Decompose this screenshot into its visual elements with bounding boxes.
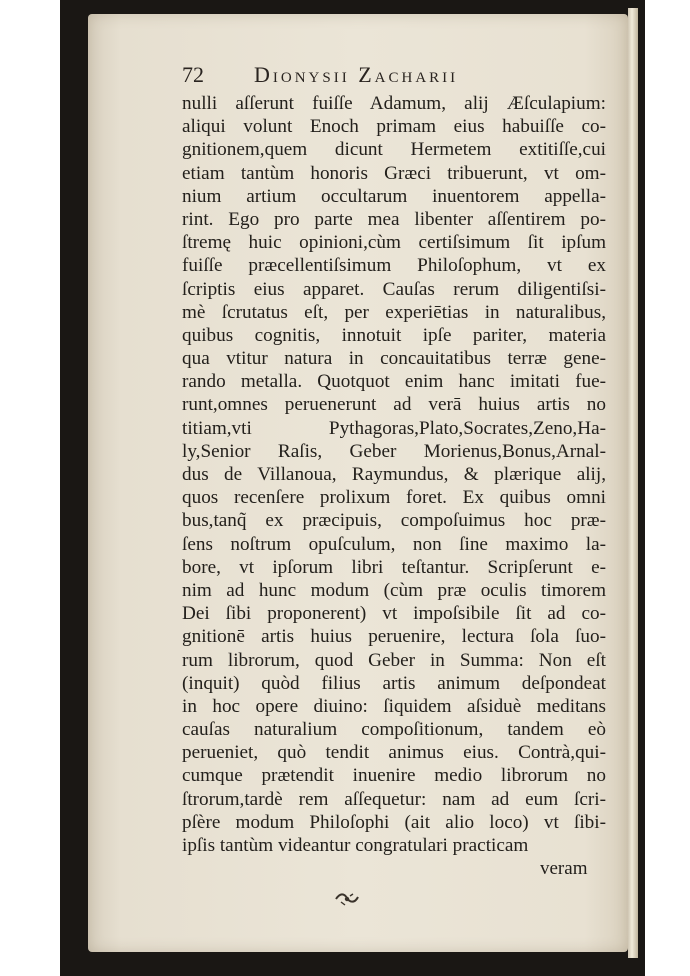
printer-ornament (332, 890, 362, 908)
text-line: bus,tanq̃ ex præcipuis, compoſuimus hoc præ- (182, 510, 606, 532)
text-line: titiam,vti Pythagoras,Plato,Socrates,Zeno,Ha- (182, 417, 606, 439)
running-head-title: Dionysii Zacharii (254, 62, 459, 87)
page-edge (628, 8, 638, 958)
text-line: mè ſcrutatus eſt, per experiētias in naturalibus, (182, 301, 606, 323)
text-line: dus de Villanoua, Raymundus, & plærique alij, (182, 464, 606, 485)
text-line: ſens noſtrum opuſculum, non ſine maximo la- (182, 533, 606, 555)
text-line: aliqui volunt Enoch primam eius habuiſſe co- (182, 116, 606, 138)
text-line: qua vtitur natura in concauitatibus terræ gene- (182, 348, 606, 370)
text-line: etiam tantùm honoris Græci tribuerunt, vt om- (182, 162, 606, 184)
text-line: cauſas naturalium compoſitionum, tandem eò (182, 719, 606, 741)
running-head (182, 62, 538, 92)
page-number: 72 (182, 62, 204, 87)
text-line: nium artium occultarum inuentorem appella- (182, 185, 606, 207)
text-line: runt,omnes peruenerunt ad verā huius artis no (182, 394, 606, 416)
text-line: ſtremę huic opinioni,cùm certiſsimum ſit ipſum (182, 232, 606, 254)
text-line: rint. Ego pro parte mea libenter aſſentirem po- (182, 208, 606, 230)
body-text (182, 92, 606, 857)
text-line: rando metalla. Quotquot enim hanc imitati fue- (182, 371, 606, 393)
text-line: ſcriptis eius apparet. Cauſas rerum diligentiſsi- (182, 278, 606, 300)
text-line: (inquit) quòd filius artis animum deſpondeat (182, 672, 606, 694)
text-line: perueniet, quò tendit animus eius. Contrà,qui- (182, 742, 606, 764)
text-line: in hoc opere diuino: ſiquidem aſsiduè meditans (182, 695, 606, 717)
text-line: quos recenſere prolixum foret. Ex quibus omni (182, 487, 606, 509)
text-line: cumque prætendit inuenire medio librorum no (182, 765, 606, 787)
text-line: quibus cognitis, innotuit ipſe pariter, materia (182, 324, 606, 346)
text-line: rum librorum, quod Geber in Summa: Non eſt (182, 649, 606, 671)
catchword: veram (540, 858, 588, 879)
text-line: nulli aſſerunt fuiſſe Adamum, alij Æſculapium: (182, 93, 606, 114)
text-line: gnitionem,quem dicunt Hermetem extitiſſe,cui (182, 139, 606, 161)
text-line: gnitionē artis huius peruenire, lectura ſola ſuo- (182, 626, 606, 648)
text-line: fuiſſe præcellentiſsimum Philoſophum, vt ex (182, 255, 606, 277)
text-line: ipſis tantùm videantur congratulari practicam (182, 835, 529, 856)
text-line: bore, vt ipſorum libri teſtantur. Scripſerunt e- (182, 556, 606, 578)
text-line: pſère modum Philoſophi (ait alio loco) vt ſibi- (182, 811, 606, 833)
text-line: ſtrorum,tardè rem aſſequetur: nam ad eum ſcri- (182, 788, 606, 810)
text-line: nim ad hunc modum (cùm præ oculis timorem (182, 579, 606, 601)
text-line: Dei ſibi proponerent) vt impoſsibile ſit ad co- (182, 603, 606, 625)
text-line: ly,Senior Raſis, Geber Morienus,Bonus,Arnal- (182, 440, 606, 462)
